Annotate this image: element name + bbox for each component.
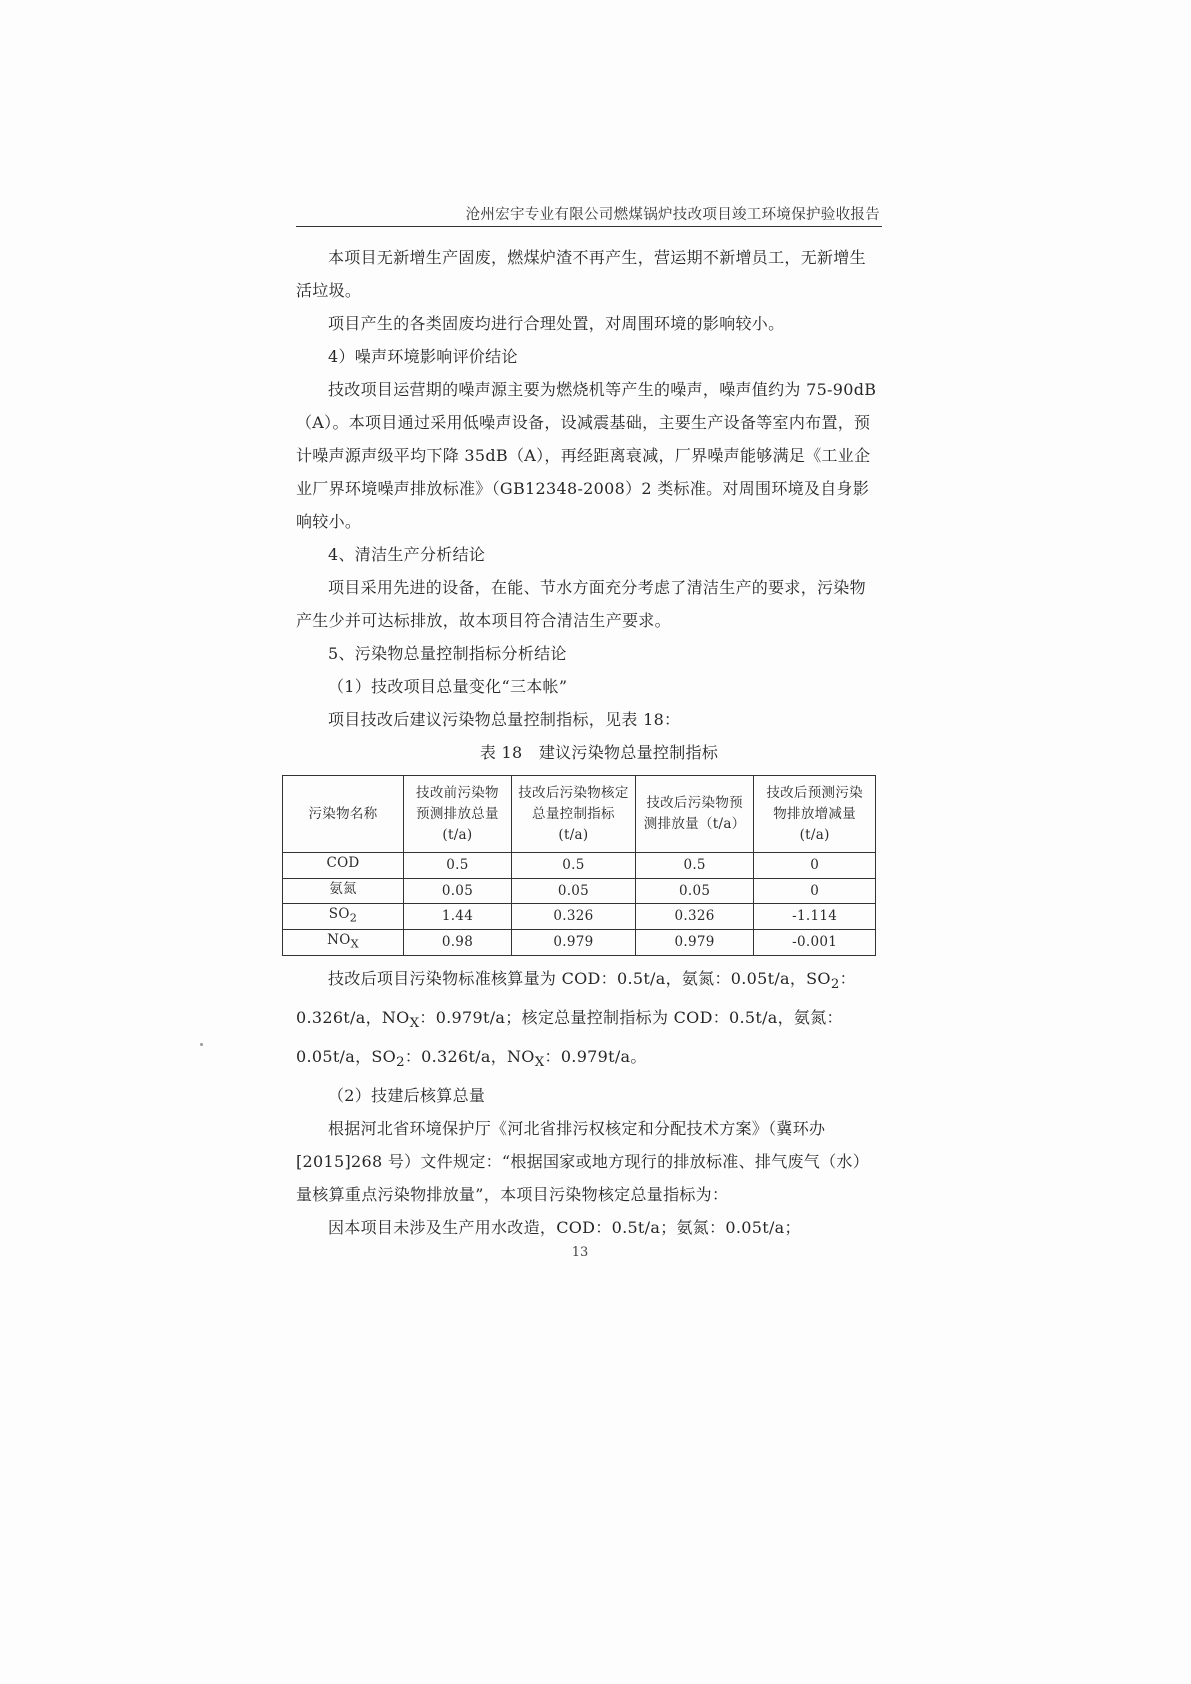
header-after-control-index: 技改后污染物核定总量控制指标(t/a) [511, 776, 635, 853]
pollutant-table [282, 775, 876, 956]
paragraph-see-table: 项目技改后建议污染物总量控制指标，见表 18： [328, 710, 681, 729]
table-header-row [283, 776, 876, 853]
paragraph-standard-accounting: 技改后项目污染物标准核算量为 COD：0.5t/a，氨氮：0.05t/a，$SO_2$：0.326t/a，$NO_X$：0.979t/a；核定总量控制指标为 COD：0.5t/a，氨氮：0.05t/a，$SO_2$：0.326t/a，$NO_X$：0.979t/a。 [296, 968, 856, 1071]
scan-speck [200, 1043, 203, 1046]
table-row [283, 930, 876, 956]
cell-after: 0.979 [635, 930, 753, 956]
header-after-emission: 技改后污染物预测排放量（t/a） [635, 776, 753, 853]
header-before-emission: 技改前污染物预测排放总量(t/a) [404, 776, 512, 853]
paragraph-clean-production: 项目采用先进的设备，在能、节水方面充分考虑了清洁生产的要求，污染物产生少并可达标排放，故本项目符合清洁生产要求。 [296, 578, 866, 630]
page-number: 13 [571, 1245, 589, 1260]
cell-change: -1.114 [754, 904, 876, 930]
cell-change: 0 [754, 853, 876, 879]
paragraph-regulation: 根据河北省环境保护厅《河北省排污权核定和分配技术方案》（冀环办[2015]268 号）文件规定：“根据国家或地方现行的排放标准、排气废气（水）量核算重点污染物排放量”，本项目污染物核定总量指标为： [296, 1119, 870, 1205]
header-pollutant-name: 污染物名称 [283, 776, 404, 853]
table-row [283, 904, 876, 930]
pollutant-name: $SO_2$ [283, 904, 404, 930]
pollutant-name: $NO_X$ [283, 930, 404, 956]
heading-clean-production: 4、清洁生产分析结论 [328, 545, 486, 564]
cell-after: 0.5 [635, 853, 753, 879]
cell-before: 0.05 [404, 878, 512, 904]
cell-change: -0.001 [754, 930, 876, 956]
paragraph-solid-waste: 本项目无新增生产固废，燃煤炉渣不再产生，营运期不新增员工，无新增生活垃圾。 [296, 248, 866, 300]
heading-post-accounting: （2）技建后核算总量 [328, 1086, 486, 1106]
header-rule [296, 226, 882, 227]
heading-noise: 4）噪声环境影响评价结论 [328, 347, 518, 366]
body-text [296, 241, 882, 1244]
cell-control-index: 0.326 [511, 904, 635, 930]
table-row [283, 878, 876, 904]
pollutant-name: 氨氮 [283, 878, 404, 904]
table-row [283, 853, 876, 879]
cell-before: 0.98 [404, 930, 512, 956]
cell-control-index: 0.5 [511, 853, 635, 879]
paragraph-cod-ammonia: 因本项目未涉及生产用水改造，COD：0.5t/a；氨氮：0.05t/a； [328, 1218, 801, 1238]
cell-after: 0.326 [635, 904, 753, 930]
cell-before: 1.44 [404, 904, 512, 930]
cell-change: 0 [754, 878, 876, 904]
header-change: 技改后预测污染物排放增减量(t/a) [754, 776, 876, 853]
heading-three-ledger: （1）技改项目总量变化“三本帐” [328, 677, 568, 696]
paragraph-waste-disposal: 项目产生的各类固废均进行合理处置，对周围环境的影响较小。 [328, 314, 785, 333]
pollutant-name: COD [283, 853, 404, 879]
running-header: 沧州宏宇专业有限公司燃煤锅炉技改项目竣工环境保护验收报告 [465, 207, 880, 223]
cell-control-index: 0.979 [511, 930, 635, 956]
table-caption: 表 18 建议污染物总量控制指标 [479, 743, 719, 762]
cell-control-index: 0.05 [511, 878, 635, 904]
cell-before: 0.5 [404, 853, 512, 879]
paragraph-noise: 技改项目运营期的噪声源主要为燃烧机等产生的噪声，噪声值约为 75-90dB（A）。本项目通过采用低噪声设备，设减震基础，主要生产设备等室内布置，预计噪声源声级平均下降 35dB（A），再经距离衰减，厂界噪声能够满足《工业企业厂界环境噪声排放标准》（GB12348-2008）2 类标准。对周围环境及自身影响较小。 [296, 380, 877, 531]
cell-after: 0.05 [635, 878, 753, 904]
heading-total-control: 5、污染物总量控制指标分析结论 [328, 644, 567, 663]
